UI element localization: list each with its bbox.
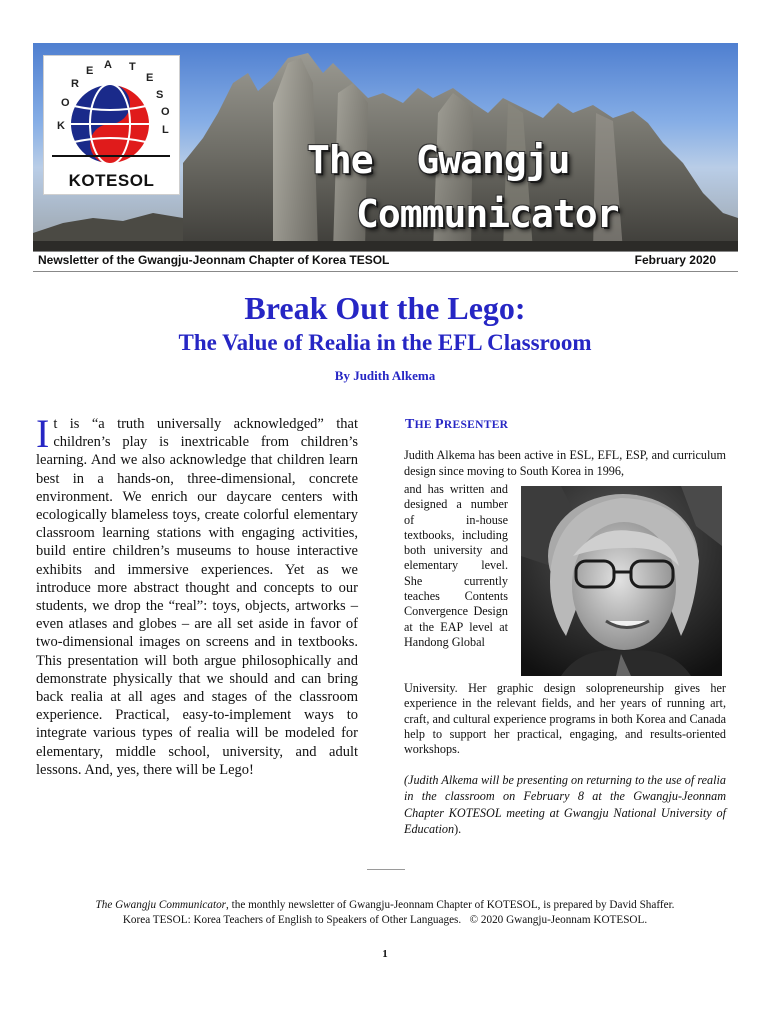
page-number: 1 [382, 948, 388, 960]
presenter-heading [405, 417, 508, 433]
newsletter-subtitle: Newsletter of the Gwangju-Jeonnam Chapter of Korea TESOL [38, 253, 390, 267]
logo-wordmark: KOTESOL [68, 171, 155, 190]
logo-ring-letter: T [129, 61, 136, 73]
presenter-heading-part: RESENTER [443, 419, 509, 431]
presenter-bio-intro: Judith Alkema has been active in ESL, EFL, ESP, and curriculum design since moving to South Korea in 1996, [404, 448, 726, 479]
presenter-bio-wrap: and has written and designed a number of in-house textbooks, including both university and elementary level. She currently teaches Contents Convergence Design at the EAP level at Handong Global [404, 482, 508, 649]
presentation-note [404, 772, 726, 837]
newsletter-title-line1: The Gwangju [307, 138, 570, 182]
kotesol-logo [43, 55, 180, 195]
newsletter-title-line2: Communicator [356, 192, 619, 236]
logo-ring-letter: S [156, 89, 164, 101]
logo-ring-letter: E [146, 72, 154, 84]
presentation-note-text: (Judith Alkema will be presenting on returning to the use of realia in the classroom on February 8 at the Gwangju-Jeonnam Chapter KOTESOL meeting at Gwangju National University of Education [404, 773, 726, 836]
article-headline: Break Out the Lego: [244, 290, 526, 326]
logo-ring-letter: E [86, 65, 94, 77]
article-byline: By Judith Alkema [334, 368, 436, 383]
article-body [36, 411, 358, 779]
footer-divider [367, 869, 405, 870]
footer-line1-text: , the monthly newsletter of Gwangju-Jeonnam Chapter of KOTESOL, is prepared by David Shaffer. [226, 899, 675, 911]
article-subheadline: The Value of Realia in the EFL Classroom [178, 330, 592, 355]
presenter-heading-cap: P [435, 417, 444, 432]
portrait-image [521, 486, 722, 676]
article-body-text: t is “a truth universally acknowledged” that children’s play is inextricable from children’s learning. And we also acknowledge that children learn best in a hands-on, three-dimensional, concrete environment. We enrich our daycare centers with ecologically blameless toys, create colorful elementary classroom learning stations with engaging activities, build entire children’s museums to house interactive exhibits and immersive experiences. Yet as we introduce more abstract thought and concepts to our students, we drop the “real”: toys, objects, artworks – even atlases and globes – are all set aside in favor of two-dimensional images on screens and in textbooks. This presentation will both argue philosophically and demonstrate physically that we should and can bring back realia at all ages and stages of the classroom experience. Practical, easy-to-implement ways to integrate various types of realia will be modeled for elementary, middle school, university, and adult lessons. And, yes, there will be Lego! [36, 416, 358, 778]
logo-ring-letter: O [61, 97, 70, 109]
presenter-photo [521, 486, 722, 676]
logo-ring-letter: K [57, 120, 65, 132]
logo-ring-letter: O [161, 106, 170, 118]
presenter-bio-continued: University. Her graphic design solopreneurship gives her experience in the relevant fields, and her years of running art, craft, and cultural experience programs in both Korea and Canada help to support her practical, engaging, and results-oriented workshops. [404, 681, 726, 757]
footer-credits [0, 898, 770, 927]
drop-cap: I [36, 411, 50, 456]
logo-ring-letter: L [162, 124, 169, 136]
publication-name: The Gwangju Communicator [95, 899, 227, 911]
presentation-note-end: ). [454, 821, 462, 836]
logo-ring-letter: A [104, 59, 112, 71]
presenter-heading-part: HE [414, 419, 436, 431]
presenter-heading-cap: T [405, 417, 415, 432]
footer-line2: Korea TESOL: Korea Teachers of English to Speakers of Other Languages. © 2020 Gwangju-Jeonnam KOTESOL. [122, 913, 648, 926]
issue-date: February 2020 [634, 253, 716, 267]
logo-ring-letter: R [71, 78, 79, 90]
footer-line1 [0, 898, 770, 913]
masthead-subtitle-bar [33, 251, 738, 272]
